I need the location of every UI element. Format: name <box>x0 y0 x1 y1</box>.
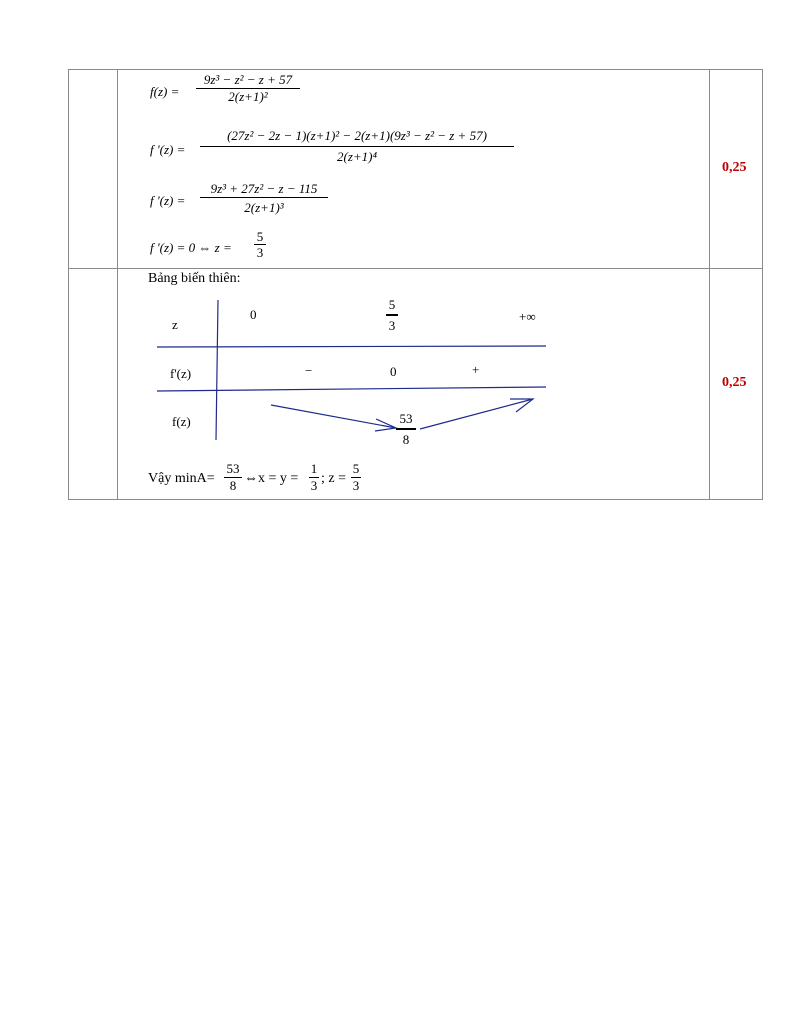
eq4-fraction <box>254 229 266 260</box>
variation-table-heading: Bảng biến thiên: <box>148 271 241 286</box>
conclusion-prefix: Vậy minA= <box>148 471 215 486</box>
conclusion-xy-fraction <box>309 461 319 494</box>
eq2-numerator: (27z² − 2z − 1)(z+1)² − 2(z+1)(9z³ − z² − z + 57) <box>227 128 487 143</box>
vt-z-mid-den: 3 <box>388 318 396 333</box>
eq3-numerator: 9z³ + 27z² − z − 115 <box>210 181 318 196</box>
variation-table-lines <box>150 295 560 445</box>
conclusion-z-fraction <box>351 461 361 494</box>
conclusion-xy-den: 3 <box>310 478 318 493</box>
vt-z-start: 0 <box>250 307 257 322</box>
eq3-denominator: 2(z+1)³ <box>244 200 284 215</box>
conclusion-z-num: 5 <box>352 461 360 476</box>
vt-label-z: z <box>172 317 178 332</box>
eq1-numerator: 9z³ − z² − z + 57 <box>203 72 293 87</box>
eq4-denominator: 3 <box>256 245 264 260</box>
vt-vertical-line <box>216 300 218 440</box>
vt-fprime-zero: 0 <box>390 364 397 379</box>
vt-f-min-num: 53 <box>399 411 413 426</box>
eq3-fraction <box>200 181 328 216</box>
vt-increasing-arrow <box>420 399 533 429</box>
eq1-lhs: f(z) = <box>150 84 180 99</box>
eq4-numerator: 5 <box>256 229 264 244</box>
eq2-denominator: 2(z+1)⁴ <box>336 149 377 164</box>
vt-hline-2 <box>157 387 546 391</box>
row2-score: 0,25 <box>722 375 747 390</box>
eq3-lhs: f '(z) = <box>150 193 186 208</box>
conclusion-middle: ⇔x = y = <box>244 471 299 486</box>
table-border-left <box>68 69 69 500</box>
conclusion-xy-num: 1 <box>310 461 318 476</box>
vt-f-min-den: 8 <box>402 432 410 447</box>
table-border-col2 <box>709 69 710 500</box>
table-border-right <box>762 69 763 500</box>
conclusion-minA-den: 8 <box>229 478 237 493</box>
conclusion-minA-fraction <box>224 461 242 494</box>
conclusion-z-den: 3 <box>352 478 360 493</box>
vt-fprime-plus: + <box>472 362 480 377</box>
vt-z-end: +∞ <box>519 309 536 324</box>
conclusion-minA-num: 53 <box>226 461 240 476</box>
row1-score: 0,25 <box>722 160 747 175</box>
vt-label-f: f(z) <box>172 414 191 429</box>
table-border-col1 <box>117 69 118 500</box>
conclusion-sep: ; z = <box>321 471 346 486</box>
vt-f-min <box>396 411 416 448</box>
vt-fprime-minus: − <box>305 363 313 378</box>
eq4-lhs: f '(z) = 0 ⇔ z = <box>150 240 232 255</box>
table-border-bottom <box>68 499 763 500</box>
vt-increasing-arrowhead <box>510 399 533 412</box>
table-border-top <box>68 69 763 70</box>
vt-z-mid <box>386 297 398 334</box>
eq1-denominator: 2(z+1)² <box>228 89 268 104</box>
vt-z-mid-num: 5 <box>388 297 396 312</box>
vt-hline-1 <box>157 346 546 347</box>
eq1-fraction <box>196 72 300 105</box>
table-border-middle <box>68 268 763 269</box>
vt-label-fprime: f'(z) <box>170 366 192 381</box>
eq2-lhs: f '(z) = <box>150 142 186 157</box>
vt-decreasing-arrow <box>271 405 396 428</box>
eq2-fraction <box>200 128 514 165</box>
